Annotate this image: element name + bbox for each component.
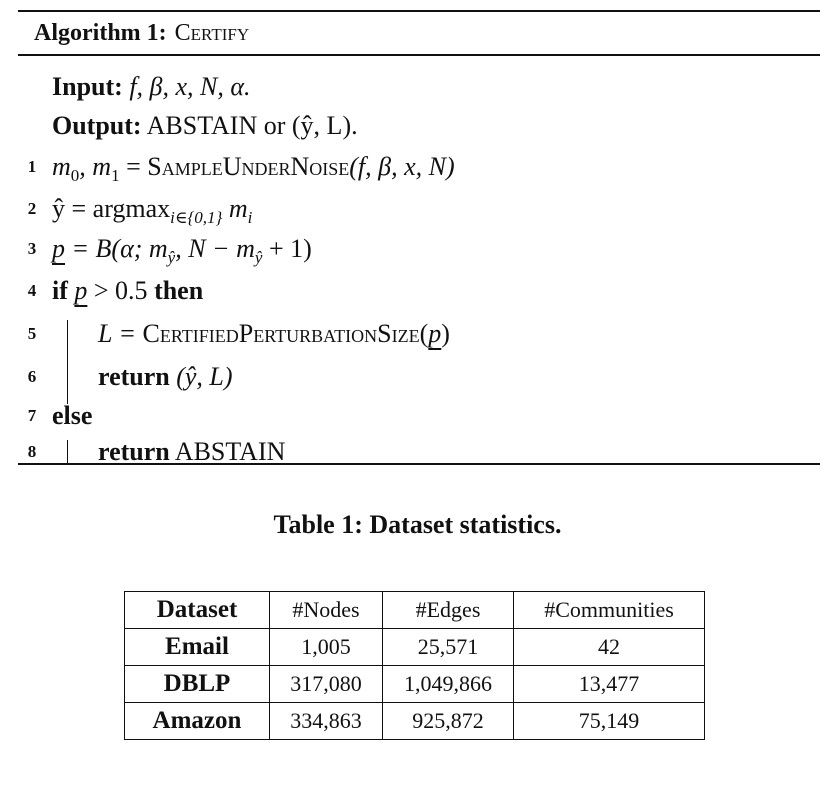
algo-line-1 [18, 148, 820, 186]
table-row [125, 703, 705, 740]
var-p-lower: p [74, 276, 88, 305]
line-number: 3 [27, 239, 37, 258]
var-p-lower: p [428, 319, 442, 348]
algorithm-block [18, 10, 820, 465]
line-number: 8 [27, 442, 37, 461]
header-edges: #Edges [383, 592, 514, 629]
header-dataset: Dataset [125, 592, 270, 629]
table-header-row [125, 592, 705, 629]
keyword-return: return [98, 437, 170, 466]
return-value: ABSTAIN [169, 437, 286, 466]
header-nodes: #Nodes [270, 592, 383, 629]
subscript: ŷ [167, 248, 176, 267]
function-name: CertifiedPerturbationSize [142, 319, 420, 348]
expression: L = [98, 319, 143, 348]
var-p-lower: p [52, 234, 65, 263]
algorithm-body [18, 56, 820, 466]
output-line [18, 107, 820, 145]
line-number: 4 [27, 281, 37, 300]
keyword-if: if [52, 276, 68, 305]
output-label: Output: [52, 111, 142, 140]
expression: ŷ = argmax [52, 194, 171, 223]
algo-line-4 [18, 272, 820, 310]
dataset-name: DBLP [125, 666, 270, 703]
table-row [125, 666, 705, 703]
algorithm-name: Certify [174, 19, 250, 46]
subscript: i∈{0,1} [170, 208, 223, 227]
nodes-cell: 334,863 [270, 703, 383, 740]
algo-line-7 [18, 397, 820, 435]
expression: , N − m [175, 234, 255, 263]
nodes-cell: 1,005 [270, 629, 383, 666]
output-value: ABSTAIN or (ŷ, L). [146, 111, 358, 140]
keyword-else: else [52, 401, 93, 430]
subscript: 1 [111, 166, 120, 185]
edges-cell: 1,049,866 [383, 666, 514, 703]
line-number: 5 [27, 324, 37, 343]
algo-line-2 [18, 190, 820, 228]
condition: > 0.5 [87, 276, 155, 305]
subscript: i [247, 208, 253, 227]
var-m: m [222, 194, 248, 223]
algorithm-title [18, 12, 820, 54]
subscript: 0 [70, 166, 80, 185]
table-row [125, 629, 705, 666]
header-communities: #Communities [514, 592, 705, 629]
algo-line-5 [18, 315, 820, 353]
edges-cell: 925,872 [383, 703, 514, 740]
table-caption: Table 1: Dataset statistics. [273, 510, 562, 539]
function-args: (f, β, x, N) [349, 152, 455, 181]
algorithm-label: Algorithm 1: [34, 19, 167, 46]
edges-cell: 25,571 [383, 629, 514, 666]
dataset-table [124, 591, 705, 740]
algo-line-6 [18, 358, 820, 396]
expression: + 1) [262, 234, 312, 263]
line-number: 6 [27, 367, 37, 386]
communities-cell: 13,477 [514, 666, 705, 703]
input-label: Input: [52, 72, 123, 101]
input-line [18, 68, 820, 106]
subscript: ŷ [254, 248, 263, 267]
line-number: 1 [27, 157, 37, 176]
var-m: m [52, 152, 71, 181]
line-number: 2 [27, 199, 37, 218]
line-number: 7 [27, 406, 37, 425]
communities-cell: 75,149 [514, 703, 705, 740]
keyword-then: then [154, 276, 204, 305]
input-value: f, β, x, N, α. [129, 72, 251, 101]
nodes-cell: 317,080 [270, 666, 383, 703]
algo-line-3 [18, 230, 820, 268]
dataset-name: Amazon [125, 703, 270, 740]
dataset-name: Email [125, 629, 270, 666]
expression: = B(α; m [65, 234, 168, 263]
equals: = [119, 152, 148, 181]
communities-cell: 42 [514, 629, 705, 666]
function-name: SampleUnderNoise [147, 152, 350, 181]
return-value: (ŷ, L) [169, 362, 233, 391]
var-m: , m [79, 152, 112, 181]
keyword-return: return [98, 362, 170, 391]
paren: ) [441, 319, 450, 348]
paren: ( [419, 319, 429, 348]
algo-line-8 [18, 433, 820, 471]
